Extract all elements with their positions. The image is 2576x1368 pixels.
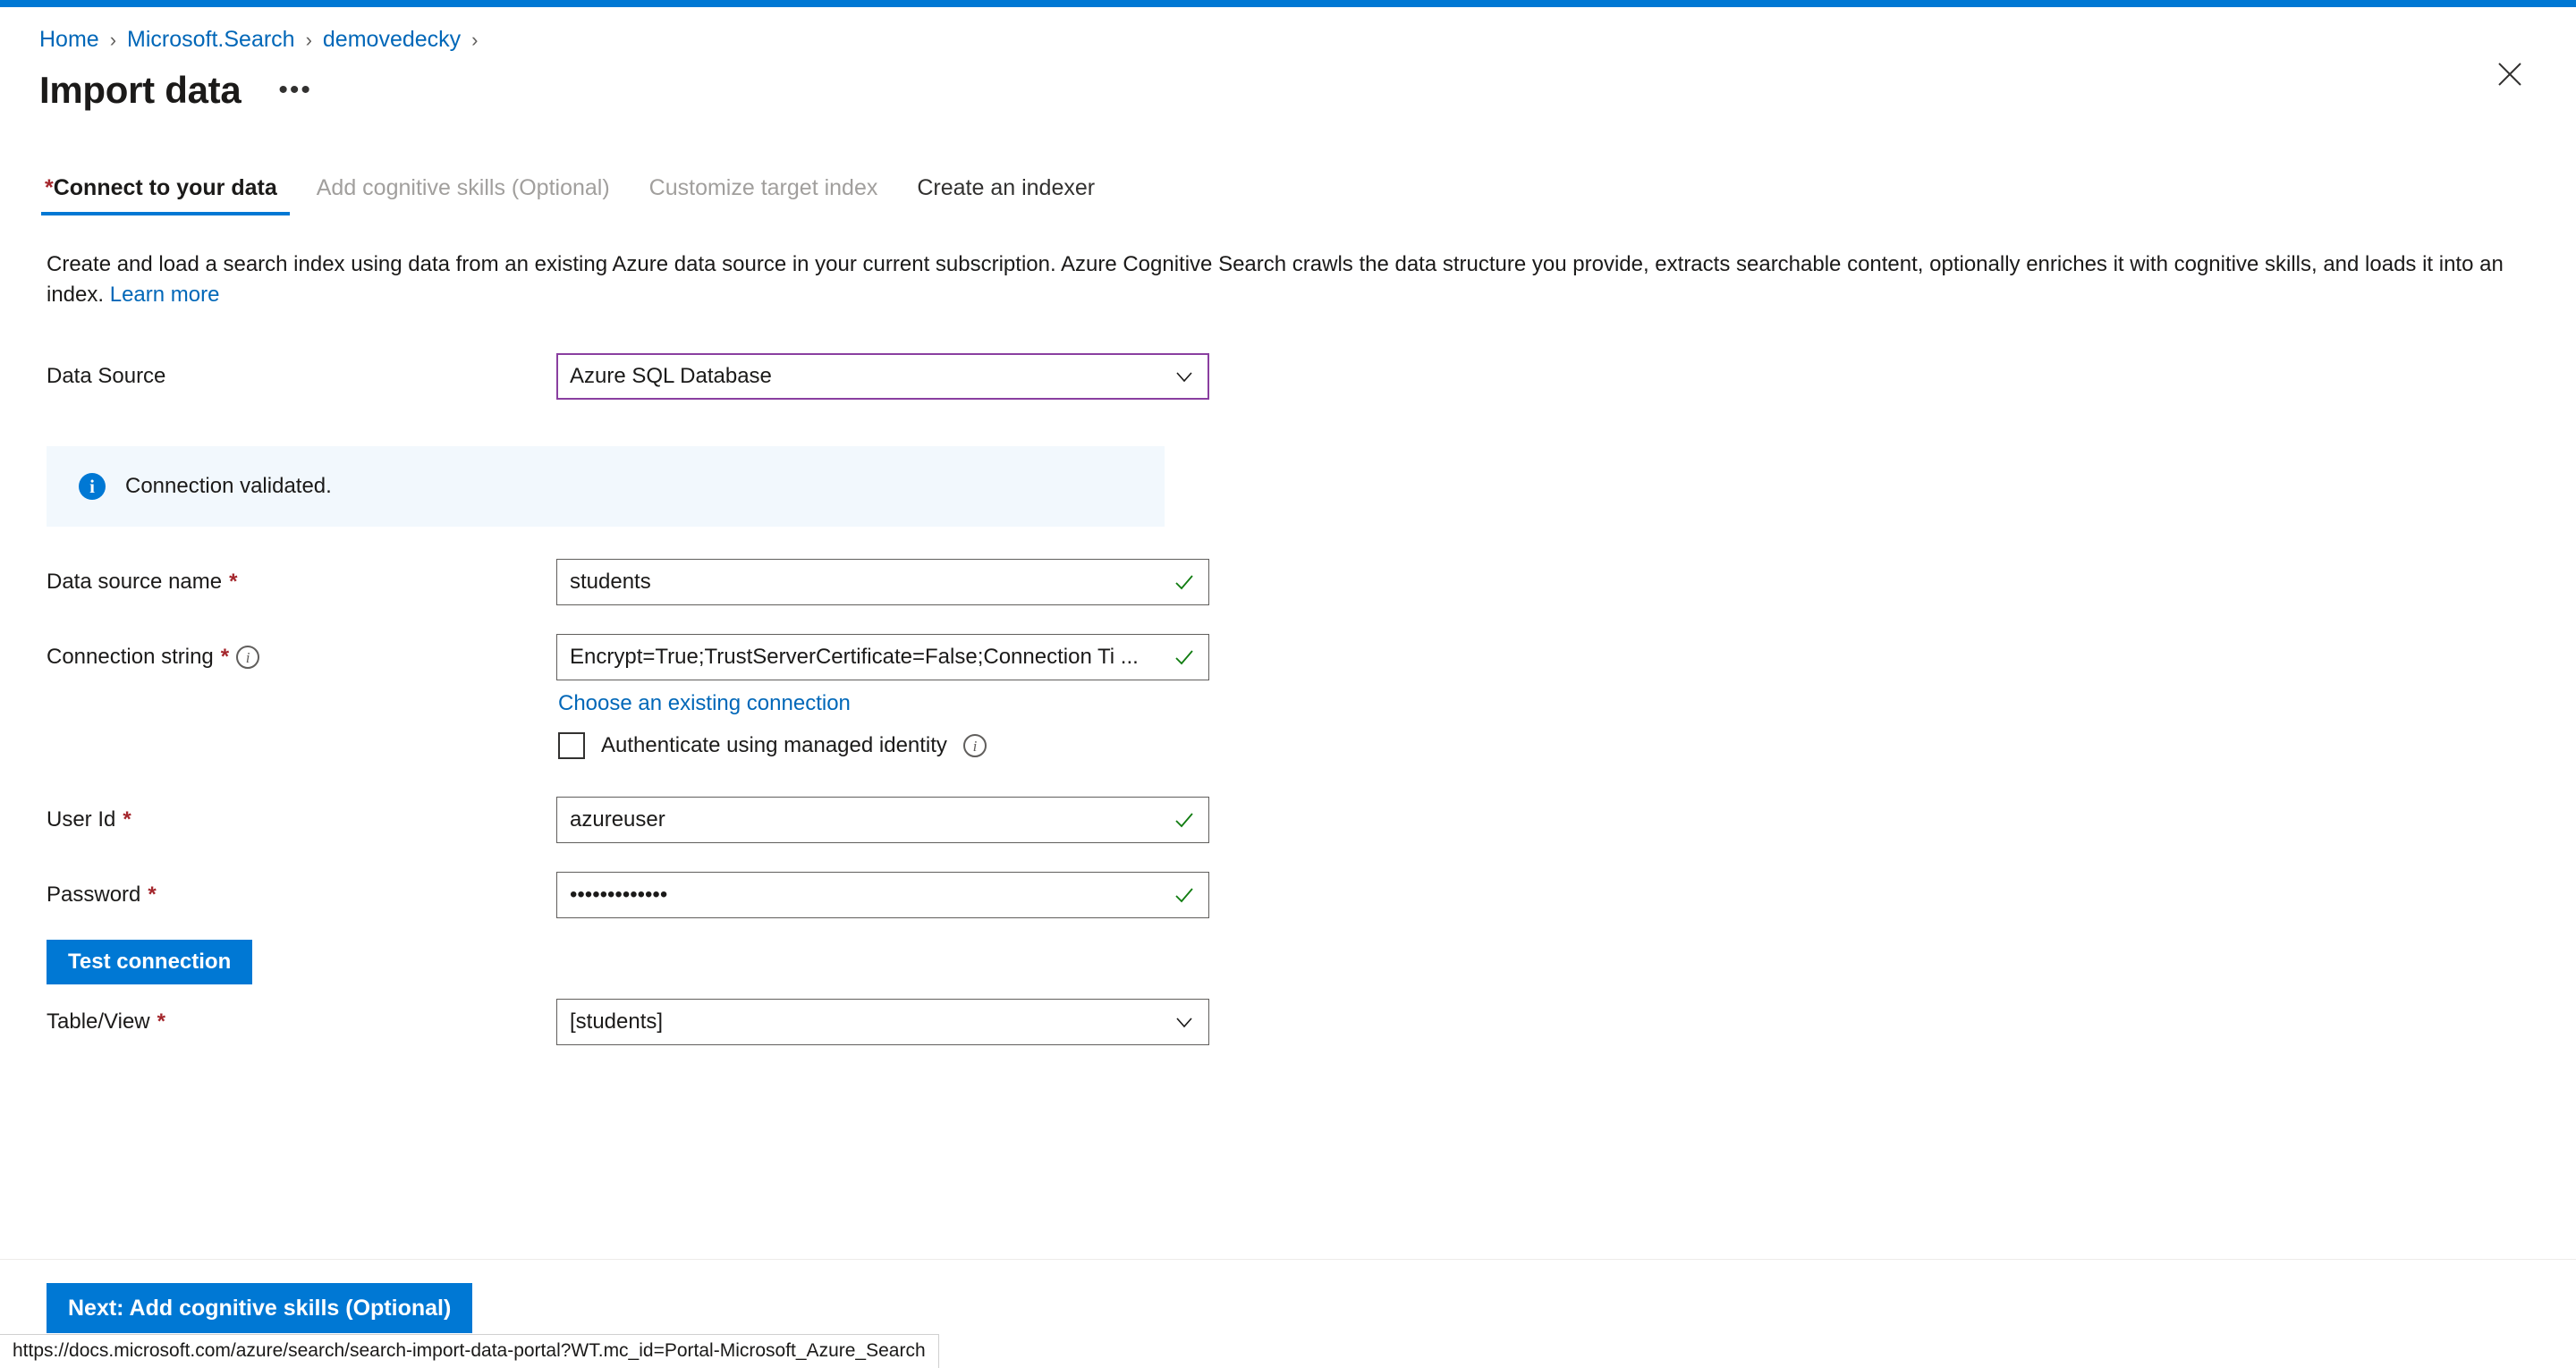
info-icon: i [79,473,106,500]
connection-string-control [556,634,1209,680]
table-view-value: [students] [570,1009,664,1034]
managed-identity-row [556,716,2576,759]
breadcrumb-separator-icon: › [109,28,117,51]
password-label [47,882,556,908]
learn-more-link[interactable]: Learn more [109,283,220,308]
connection-string-input[interactable] [556,634,1209,680]
valid-check-icon [1173,571,1196,593]
test-connection-wrap [0,920,2576,984]
description-text: Create and load a search index using data from an existing Azure data source in your current subscription. Azure Cognitive Search crawls the data structure you provide, extracts searchable content, optionally enriches it with cognitive skills, and loads it into an index. [47,252,2504,308]
managed-identity-checkbox[interactable] [558,732,585,759]
connection-validated-banner [47,446,1165,527]
next-add-cognitive-skills-button[interactable]: Next: Add cognitive skills (Optional) [47,1283,472,1333]
data-source-value: Azure SQL Database [570,364,772,389]
user-id-value: azureuser [570,807,665,832]
required-indicator: * [148,882,157,908]
user-id-label [47,807,556,832]
user-id-row [47,795,2576,845]
tab-label: Customize target index [648,175,878,200]
user-id-control [556,797,1209,843]
title-row [0,53,2576,112]
password-control [556,872,1209,918]
breadcrumb-separator-icon: › [305,28,312,51]
required-indicator: * [45,175,54,200]
managed-identity-label: Authenticate using managed identity [601,733,947,758]
table-view-control [556,999,1209,1045]
label-text: Data source name [47,570,223,595]
tab-label: Create an indexer [917,175,1096,200]
data-source-name-control [556,559,1209,605]
data-source-row [47,351,2576,401]
connection-string-row [47,632,2576,682]
valid-check-icon [1173,884,1196,906]
connect-data-form [0,351,2576,401]
table-view-form [0,997,2576,1047]
page-title: Import data [39,69,242,111]
data-source-name-input[interactable] [556,559,1209,605]
connection-string-label [47,645,556,670]
choose-existing-connection-link[interactable]: Choose an existing connection [558,691,851,716]
user-id-input[interactable] [556,797,1209,843]
data-source-dropdown[interactable] [556,353,1209,400]
label-text: User Id [47,807,116,832]
breadcrumb-item-demovedecky[interactable]: demovedecky [322,27,462,52]
tab-connect-to-your-data[interactable] [41,175,297,215]
breadcrumb-item-microsoft-search[interactable]: Microsoft.Search [127,27,295,52]
valid-check-icon [1173,809,1196,831]
required-indicator: * [157,1009,165,1034]
connection-string-value: Encrypt=True;TrustServerCertificate=False;Connection Ti ... [570,645,1139,670]
data-source-name-label [47,570,556,595]
page-description [47,249,2542,310]
banner-text: Connection validated. [125,474,332,499]
password-value: ••••••••••••• [570,882,668,908]
required-indicator: * [123,807,131,832]
credentials-form [0,557,2576,920]
tab-add-cognitive-skills[interactable] [297,175,630,215]
info-icon[interactable]: i [236,646,259,669]
footer-inner [0,1260,2576,1333]
table-view-dropdown[interactable] [556,999,1209,1045]
required-indicator: * [229,570,238,595]
import-data-page [0,7,2576,1368]
tab-create-an-indexer[interactable] [897,175,1114,215]
chevron-down-icon [1173,1010,1196,1034]
test-connection-button[interactable]: Test connection [47,940,252,984]
label-text: Data Source [47,364,166,389]
valid-check-icon [1173,646,1196,668]
label-text: Connection string [47,645,214,670]
label-text: Table/View [47,1009,150,1034]
tab-customize-target-index[interactable] [630,175,898,215]
data-source-label [47,364,556,389]
breadcrumb-item-home[interactable]: Home [39,27,99,52]
close-icon[interactable] [2488,53,2531,96]
password-input[interactable] [556,872,1209,918]
label-text: Password [47,882,141,908]
required-indicator: * [220,645,230,670]
data-source-name-value: students [570,570,651,595]
data-source-name-row [47,557,2576,607]
password-row [47,870,2576,920]
tab-label: Connect to your data [53,175,277,200]
chevron-down-icon [1173,365,1196,388]
tab-label: Add cognitive skills (Optional) [316,175,610,200]
table-view-row [47,997,2576,1047]
breadcrumb-separator-icon: › [471,28,479,51]
table-view-label [47,1009,556,1034]
info-icon[interactable]: i [963,734,987,757]
wizard-tabs [0,164,2576,215]
data-source-control [556,353,1209,400]
top-accent-bar [0,0,2576,7]
status-bar-url: https://docs.microsoft.com/azure/search/search-import-data-portal?WT.mc_id=Portal-Microsoft_Azure_Search [0,1334,939,1368]
more-options-icon[interactable]: ••• [278,75,312,105]
breadcrumb [0,7,2576,53]
